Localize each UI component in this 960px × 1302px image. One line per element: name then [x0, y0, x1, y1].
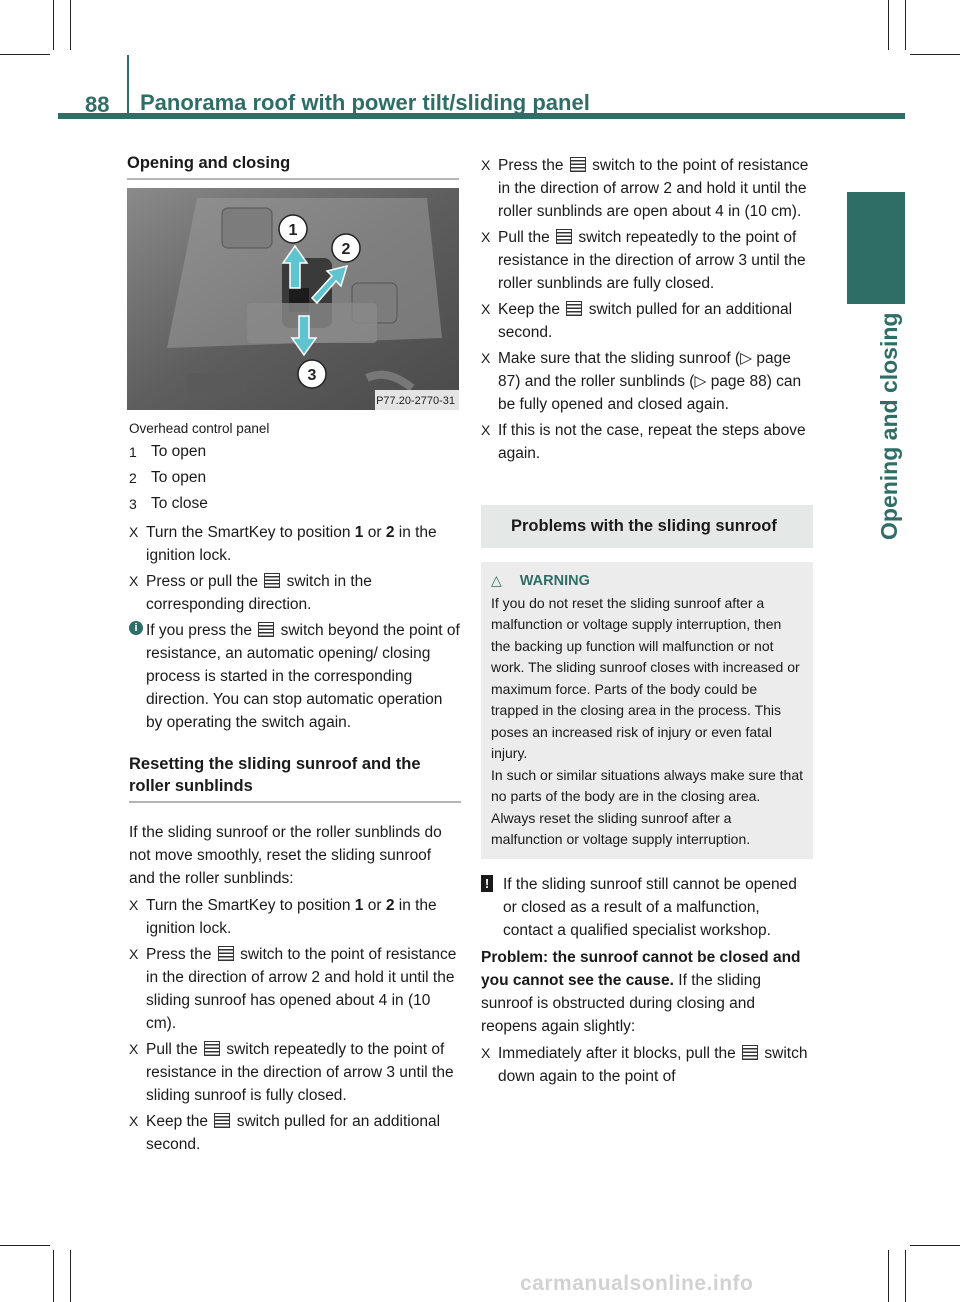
instruction-step: X Keep the switch pulled for an additional second. [129, 1110, 461, 1156]
switch-icon [204, 1041, 220, 1056]
photo-caption: Overhead control panel [129, 421, 270, 436]
step-marker-icon: X [481, 350, 491, 366]
warning-triangle-icon: △ [491, 572, 502, 588]
info-icon: i [129, 621, 143, 635]
reset-intro: If the sliding sunroof or the roller sunblinds do not move smoothly, reset the sliding sunroof and the roller sunblinds: [129, 824, 442, 887]
crop-mark [910, 54, 960, 55]
callout-3 [298, 360, 326, 388]
warning-text: In such or similar situations always make sure that no parts of the body are in the closing area. Always reset the sliding sunroof after a malfunction or voltage supply interruption. [491, 766, 804, 847]
photo-code: P77.20-2770-31 [376, 395, 455, 407]
page-number: 88 [85, 92, 110, 117]
section-heading-opening: Opening and closing [127, 152, 459, 180]
problem-paragraph: Problem: the sunroof cannot be closed and you cannot see the cause. If the sliding sunroof is obstructed during closing and reopens again slightly: [481, 948, 801, 1035]
switch-icon [264, 573, 280, 588]
crop-mark [888, 1250, 889, 1302]
header-divider [127, 55, 129, 119]
step-marker-icon: X [129, 524, 139, 540]
crop-mark [53, 0, 54, 50]
instruction-step: X Press the switch to the point of resistance in the direction of arrow 2 and hold it until the roller sunblinds are open about 4 in (10 cm). [481, 154, 813, 223]
step-marker-icon: X [129, 897, 139, 913]
instruction-step: X Turn the SmartKey to position 1 or 2 in the ignition lock. [129, 521, 461, 567]
watermark: carmanualsonline.info [520, 1272, 754, 1295]
instruction-step: X Turn the SmartKey to position 1 or 2 in the ignition lock. [129, 894, 461, 940]
crop-mark [0, 1245, 50, 1246]
right-column [481, 154, 813, 1091]
legend-item: 1 To open [129, 443, 207, 460]
switch-icon [214, 1113, 230, 1128]
svg-text:2: 2 [341, 241, 351, 258]
step-marker-icon: X [481, 157, 491, 173]
svg-text:1: 1 [288, 222, 298, 239]
side-tab-label: Opening and closing [876, 312, 902, 540]
warning-box [481, 562, 813, 859]
crop-mark [905, 1250, 906, 1302]
step-marker-icon: X [129, 573, 139, 589]
warning-title: WARNING [519, 573, 590, 589]
switch-icon [566, 301, 582, 316]
callout-1 [279, 215, 307, 243]
crop-mark [888, 0, 889, 50]
step-marker-icon: X [481, 422, 491, 438]
side-tab-block [847, 192, 905, 304]
legend-item: 3 To close [129, 495, 208, 512]
switch-icon [742, 1045, 758, 1060]
crop-mark [0, 54, 50, 55]
caution-note: ! If the sliding sunroof still cannot be opened or closed as a result of a malfunction, contact a qualified specialist workshop. [481, 873, 813, 942]
instruction-step: X Press the switch to the point of resistance in the direction of arrow 2 and hold it until the sliding sunroof has opened about 4 in (10 cm). [129, 943, 461, 1035]
page-title: Panorama roof with power tilt/sliding panel [140, 90, 590, 115]
step-marker-icon: X [129, 946, 139, 962]
step-marker-icon: X [481, 1044, 491, 1061]
callout-2 [332, 234, 360, 262]
page-ref-icon: ▷ [694, 373, 707, 390]
instruction-step: X If this is not the case, repeat the steps above again. [481, 419, 813, 465]
crop-mark [910, 1245, 960, 1246]
step-marker-icon: X [129, 1041, 139, 1057]
instruction-step: X Keep the switch pulled for an additional second. [481, 298, 813, 344]
left-column [127, 152, 459, 190]
crop-mark [905, 0, 906, 50]
left-body [129, 419, 461, 1159]
section-heading-problems: Problems with the sliding sunroof [481, 505, 813, 548]
instruction-step: X Press or pull the switch in the corresponding direction. [129, 570, 461, 616]
instruction-step: X Make sure that the sliding sunroof (▷ page 87) and the roller sunblinds (▷ page 88) can be fully opened and closed again. [481, 347, 813, 416]
photo-illustration [127, 188, 459, 410]
svg-text:3: 3 [307, 367, 317, 384]
switch-icon [570, 157, 586, 172]
exclamation-icon: ! [481, 875, 493, 892]
step-marker-icon: X [129, 1113, 139, 1129]
page-ref-icon: ▷ [740, 350, 753, 367]
crop-mark [70, 0, 71, 50]
switch-icon [556, 229, 572, 244]
instruction-step: X Pull the switch repeatedly to the point of resistance in the direction of arrow 3 until the roller sunblinds are fully closed. [481, 226, 813, 295]
crop-mark [70, 1250, 71, 1302]
info-note: i If you press the switch beyond the point of resistance, an automatic opening/ closing process is started in the corresponding direction. You can stop automatic operation by operating the switch again. [129, 619, 461, 734]
crop-mark [53, 1250, 54, 1302]
warning-text: If you do not reset the sliding sunroof after a malfunction or voltage supply interruption, then the backing up function will malfunction or not work. The sliding sunroof closes with increased or maximum force. Parts of the body could be trapped in the closing area in the process. This poses an increased risk of injury or even fatal injury. [491, 594, 800, 761]
overhead-control-panel-photo [127, 188, 459, 410]
step-marker-icon: X [481, 229, 491, 245]
step-marker-icon: X [481, 301, 491, 317]
instruction-step: X Immediately after it blocks, pull the switch down again to the point of [481, 1042, 813, 1088]
legend-item: 2 To open [129, 469, 207, 486]
switch-icon [258, 622, 274, 637]
switch-icon [218, 946, 234, 961]
section-heading-resetting: Resetting the sliding sunroof and the roller sunblinds [129, 753, 461, 803]
instruction-step: X Pull the switch repeatedly to the point of resistance in the direction of arrow 3 until the sliding sunroof is fully closed. [129, 1038, 461, 1107]
